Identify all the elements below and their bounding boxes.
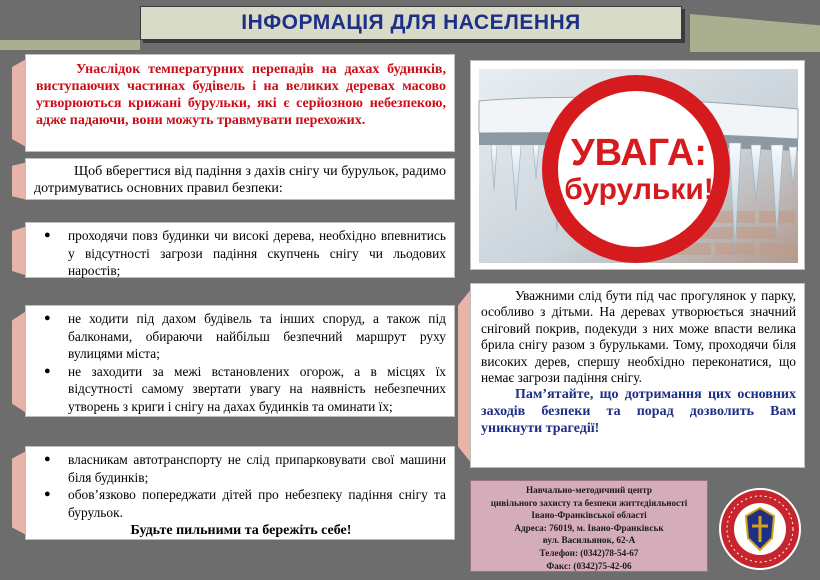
list-item: ● не заходити за межі встановлених огорож, а в місцях їх відсутності самому звертати увагу на наявність небезпечних утворень з криги і снігу на дахах будинків та оминати їх; <box>36 363 446 416</box>
contact-org-2: цивільного захисту та безпеки життєдіяльності <box>490 497 688 508</box>
bullet-icon: ● <box>44 312 51 324</box>
bullets-group-1 <box>25 222 455 278</box>
closing-slogan: Будьте пильними та бережіть себе! <box>130 523 352 538</box>
warning-sign-line1: УВАГА: <box>571 132 707 174</box>
advice-panel <box>470 283 805 468</box>
rules-lead-text: Щоб вберегтися від падіння з дахів снігу чи бурульок, радимо дотримуватись основних правил безпеки: <box>25 158 455 200</box>
bullet-icon: ● <box>44 453 51 465</box>
contact-block <box>470 480 708 572</box>
bullet-icon: ● <box>44 229 51 241</box>
contact-region: Івано-Франківської області <box>531 510 647 521</box>
warning-sign-text <box>559 133 719 207</box>
contact-fax: Факс: (0342)75-42-06 <box>546 560 632 571</box>
center-emblem-icon <box>716 486 804 572</box>
advice-text: Уважними слід бути під час прогулянок у парку, особливо з дітьми. На деревах утворюється значний сніговий покрив, подекуди з них може впасти велика брила снігу разом з бурульками. Тому, проходячи біля високих дерев, спершу необхідно переконатися, що немає загрози падіння снігу. <box>481 288 796 386</box>
list-item: ● проходячи повз будинки чи високі дерева, необхідно впевнитись у відсутності загрози падіння скупчень снігу чи льодових наростів; <box>36 227 446 280</box>
list-item: ● не ходити під дахом будівель та інших споруд, а також під балконами, обираючи найбільш безпечний маршрут руху вулицями міста; <box>36 310 446 363</box>
advice-emphasis: Пам’ятайте, що дотримання цих основних заходів безпеки та порад дозволить Вам уникнути трагедії! <box>481 387 796 437</box>
contact-address: Адреса: 76019, м. Івано-Франківськ <box>514 522 664 533</box>
bullets-group-3 <box>25 446 455 540</box>
contact-org: Навчально-методичний центр <box>526 485 652 495</box>
title-left-stripe <box>0 40 140 50</box>
bullet-icon: ● <box>44 364 51 377</box>
warning-photo <box>470 60 805 270</box>
title-right-stripe <box>690 14 820 52</box>
contact-street: вул. Васильянок, 62-А <box>542 535 636 546</box>
list-item: ● обов’язково попереджати дітей про небезпеку падіння снігу та бурульок. <box>36 486 446 521</box>
bullet-icon: ● <box>44 488 51 500</box>
list-item: ● власникам автотранспорту не слід припарковувати свої машини біля будинків; <box>36 451 446 486</box>
page-title: ІНФОРМАЦІЯ ДЛЯ НАСЕЛЕННЯ <box>140 6 682 40</box>
bullets-group-2 <box>25 305 455 417</box>
warning-sign-line2: бурульки! <box>564 173 714 206</box>
intro-text: Унаслідок температурних перепадів на дахах будинків, виступаючих частинах будівель і на великих деревах масово утворюються крижані бурульки, які є серйозною небезпекою, адже падаючи, вони можуть травмувати перехожих. <box>25 54 455 152</box>
contact-phone: Телефон: (0342)78-54-67 <box>539 547 639 558</box>
